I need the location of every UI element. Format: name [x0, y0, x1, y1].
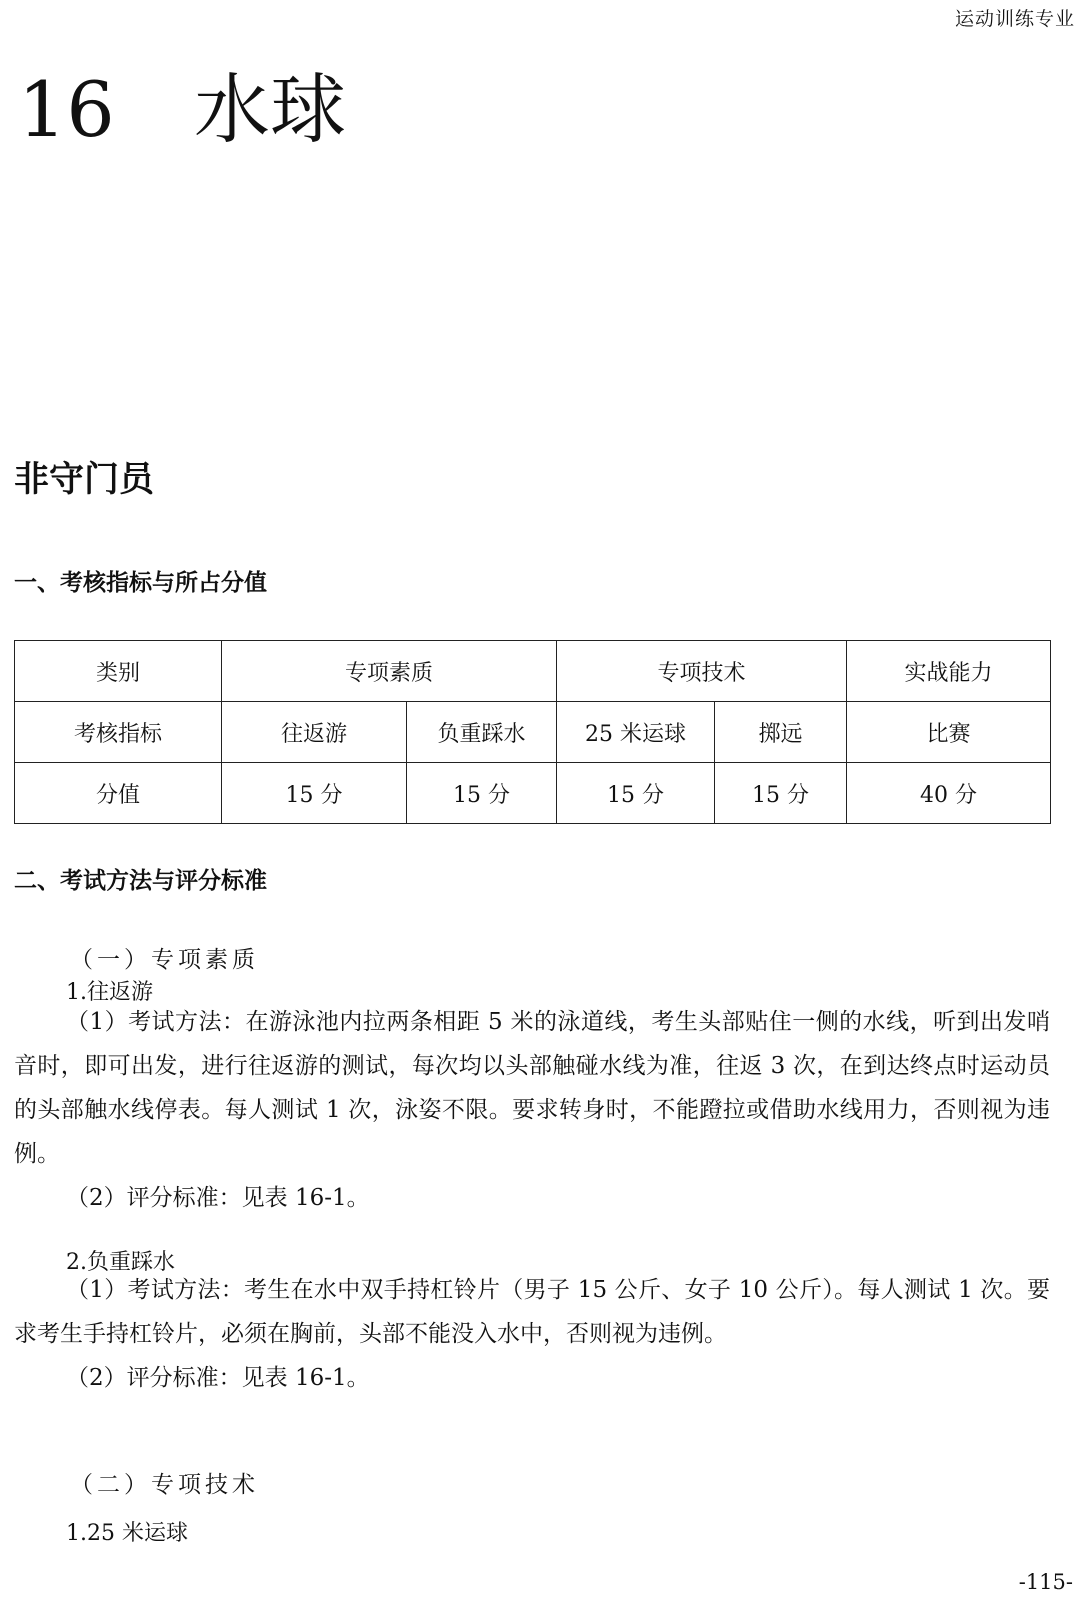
table-cell: 15 分 [715, 763, 847, 824]
table-row [15, 641, 1051, 702]
subheading-special-quality: （一）专项素质 [70, 947, 259, 973]
table-cell: 15 分 [407, 763, 557, 824]
item-title-shuttle-swim: 1.往返游 [66, 980, 153, 1005]
score-table [14, 640, 1051, 824]
table-cell: 15 分 [557, 763, 715, 824]
page-number: -115- [1018, 1570, 1073, 1594]
section-title: 非守门员 [14, 460, 155, 500]
heading-test-methods: 二、考试方法与评分标准 [14, 868, 267, 894]
table-cell: 专项技术 [557, 641, 847, 702]
table-cell: 类别 [15, 641, 222, 702]
chapter-number: 16 [18, 65, 115, 154]
item-title-ball-dribble: 1.25 米运球 [66, 1521, 188, 1546]
table-cell: 比赛 [847, 702, 1051, 763]
table-cell: 往返游 [222, 702, 407, 763]
paragraph-shuttle-swim-method: （1）考试方法：在游泳池内拉两条相距 5 米的泳道线，考生头部贴住一侧的水线，听到出发哨音时，即可出发，进行往返游的测试，每次均以头部触碰水线为准，往返 3 次，在到达终点时运动员的头部触水线停表。每人测试 1 次，泳姿不限。要求转身时，不能蹬拉或借助水线用力，否则视为违例。 [14, 1009, 1050, 1167]
table-cell: 负重踩水 [407, 702, 557, 763]
paragraph-shuttle-swim-standard: （2）评分标准：见表 16-1。 [66, 1185, 370, 1211]
table-cell: 分值 [15, 763, 222, 824]
table-cell: 实战能力 [847, 641, 1051, 702]
heading-assessment-items: 一、考核指标与所占分值 [14, 570, 267, 596]
table-cell: 掷远 [715, 702, 847, 763]
table-row [15, 763, 1051, 824]
table-cell: 40 分 [847, 763, 1051, 824]
paragraph-weighted-treading-method: （1）考试方法：考生在水中双手持杠铃片（男子 15 公斤、女子 10 公斤）。每人测试 1 次。要求考生手持杠铃片，必须在胸前，头部不能没入水中，否则视为违例。 [14, 1277, 1050, 1347]
table-row [15, 702, 1051, 763]
table-cell: 15 分 [222, 763, 407, 824]
item-title-weighted-treading: 2.负重踩水 [66, 1250, 175, 1275]
chapter-name: 水球 [194, 65, 346, 154]
table-cell: 25 米运球 [557, 702, 715, 763]
table-cell: 考核指标 [15, 702, 222, 763]
paragraph-weighted-treading-standard: （2）评分标准：见表 16-1。 [66, 1365, 370, 1391]
chapter-title [18, 65, 346, 154]
running-header: 运动训练专业 [954, 8, 1075, 30]
table-cell: 专项素质 [222, 641, 557, 702]
subheading-special-technique: （二）专项技术 [70, 1472, 259, 1498]
